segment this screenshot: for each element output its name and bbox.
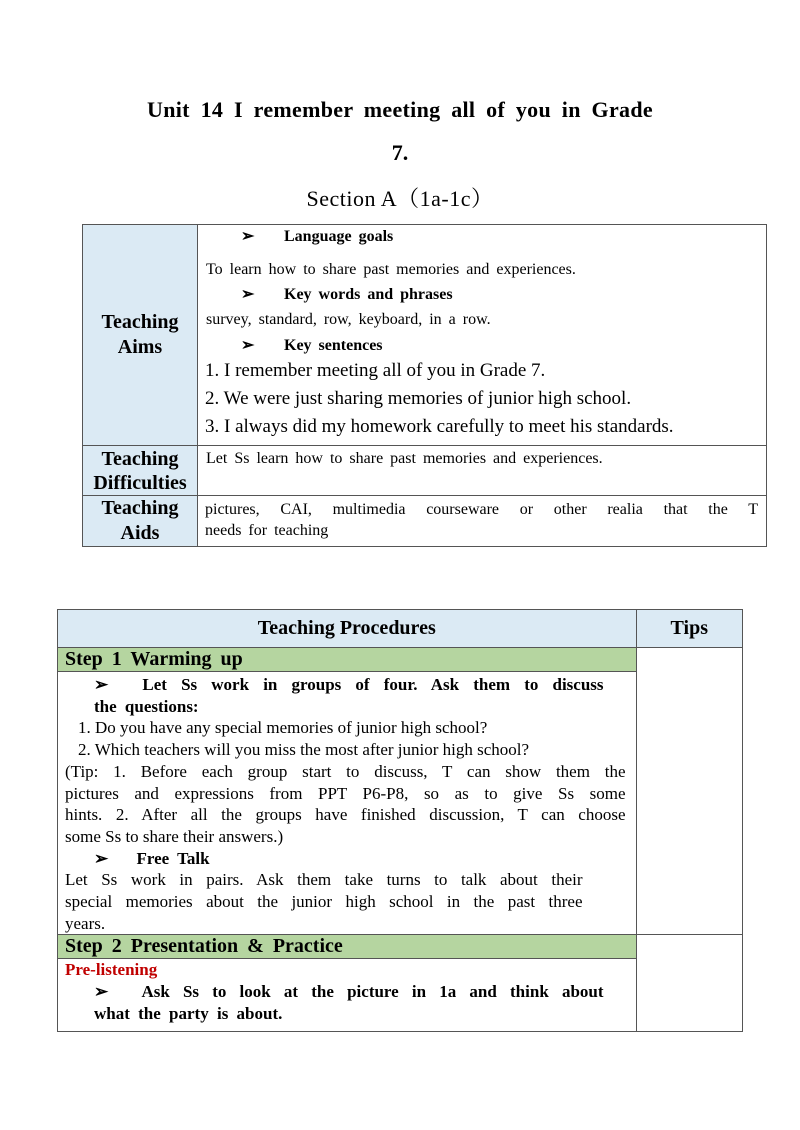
step2-bullet-1-line-2: what the party is about. [94, 1003, 283, 1023]
step1-bullet-1-line-2: the questions: [94, 696, 199, 716]
key-sentences-heading [198, 330, 766, 356]
step2-bullet-1-line-1 [94, 981, 604, 1003]
key-words-heading [198, 280, 766, 305]
heading-text: Language goals [284, 228, 394, 245]
label-line: Teaching [101, 447, 179, 470]
document-title-line-1: Unit 14 I remember meeting all of you in Grade [147, 97, 653, 122]
aims-row [83, 225, 767, 446]
step1-body [58, 672, 637, 935]
teaching-procedures-table [57, 609, 743, 1032]
step1-tip [58, 761, 636, 848]
teaching-aids-label [83, 496, 198, 547]
heading-text: Key sentences [284, 337, 383, 354]
arrow-bullet-icon: ➢ [241, 286, 255, 303]
step1-title: Step 1 Warming up [58, 648, 637, 672]
arrow-bullet-icon: ➢ [94, 848, 109, 868]
step1-bullet-1-line-1 [94, 674, 604, 696]
step2-bullet-group [58, 981, 636, 1024]
free-talk-line: special memories about the junior high school in the past three [65, 892, 583, 912]
free-talk-line: Let Ss work in pairs. Ask them take turns to talk about their [65, 870, 583, 890]
tip-line: hints. 2. After all the groups have finished discussion, T can choose [65, 805, 626, 825]
label-line: Aims [117, 336, 163, 358]
tip-line: pictures and expressions from PPT P6-P8, so as to give Ss some [65, 783, 626, 803]
tips-header: Tips [636, 610, 742, 648]
label-line: Teaching [101, 497, 179, 519]
step2-title-row [58, 935, 743, 959]
bullet-text: Ask Ss to look at the picture in 1a and think about [141, 982, 604, 1002]
free-talk-heading [58, 848, 636, 870]
teaching-aims-content [198, 225, 767, 446]
teaching-procedures-header: Teaching Procedures [58, 610, 637, 648]
label-line: Teaching [101, 311, 179, 333]
step2-tips-cell [636, 935, 742, 1032]
teaching-aims-label [83, 225, 198, 446]
arrow-bullet-icon: ➢ [241, 228, 255, 245]
difficulties-row [83, 446, 767, 496]
key-words-text: survey, standard, row, keyboard, in a row. [206, 311, 491, 328]
step1-bullet-group [58, 672, 636, 717]
tip-line: (Tip: 1. Before each group start to discuss, T can show them the [65, 761, 626, 781]
step1-questions [58, 717, 636, 760]
teaching-overview-table [82, 224, 767, 547]
teaching-difficulties-content [198, 446, 767, 496]
pre-listening-label: Pre-listening [65, 960, 158, 980]
question-1: 1. Do you have any special memories of junior high school? [78, 718, 488, 738]
arrow-bullet-icon: ➢ [94, 982, 109, 1002]
section-title: Section A（1a-1c） [306, 186, 494, 211]
document-title-line-2: 7. [391, 140, 409, 165]
bullet-text: Let Ss work in groups of four. Ask them to discuss [142, 675, 604, 694]
aids-text-line-2: needs for teaching [205, 522, 329, 539]
language-goals-text: To learn how to share past memories and experiences. [206, 261, 576, 278]
key-sentence-1: 1. I remember meeting all of you in Grade 7. [205, 360, 546, 381]
free-talk-line: years. [65, 913, 106, 933]
free-talk-text [58, 869, 636, 934]
aids-text-line-1: pictures, CAI, multimedia courseware or other realia that the T [205, 501, 758, 518]
key-sentence-3: 3. I always did my homework carefully to meet his standards. [205, 416, 674, 437]
step1-title-row [58, 648, 743, 672]
label-line: Aids [120, 522, 160, 544]
step2-title: Step 2 Presentation & Practice [58, 935, 637, 959]
teaching-difficulties-label [83, 446, 198, 496]
arrow-bullet-icon: ➢ [94, 675, 109, 694]
aids-row [83, 496, 767, 547]
key-sentence-2: 2. We were just sharing memories of junior high school. [205, 388, 632, 409]
teaching-aids-content [198, 496, 767, 547]
question-2: 2. Which teachers will you miss the most after junior high school? [78, 740, 530, 760]
tip-line: some Ss to share their answers.) [65, 826, 284, 846]
language-goals-heading [198, 225, 766, 247]
label-line: Difficulties [93, 471, 187, 494]
step1-tips-cell [636, 648, 742, 935]
step2-body [58, 959, 637, 1032]
arrow-bullet-icon: ➢ [241, 337, 255, 354]
difficulties-text: Let Ss learn how to share past memories and experiences. [206, 450, 603, 467]
procedures-header-row [58, 610, 743, 648]
heading-text: Key words and phrases [284, 286, 453, 303]
bullet-text: Free Talk [136, 848, 210, 868]
